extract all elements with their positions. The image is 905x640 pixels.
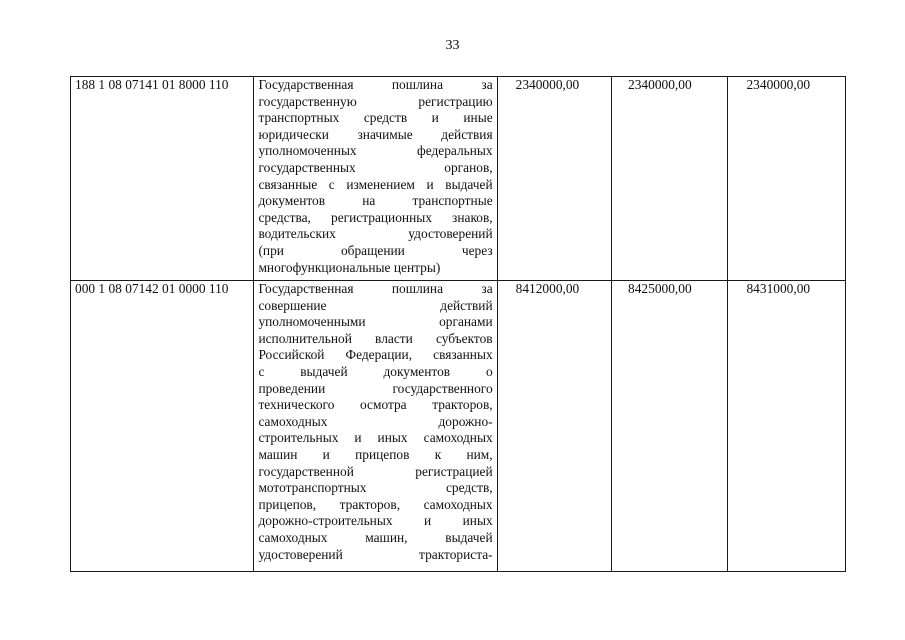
name-line: исполнительной власти субъектов (258, 330, 493, 346)
revenue-table (70, 76, 846, 572)
name-line: Российской Федерации, связанных (258, 347, 493, 363)
revenue-name-cell (254, 281, 497, 572)
name-line: государственных органов, (258, 159, 493, 175)
revenue-name-text (258, 77, 492, 276)
name-line: машин и прицепов к ним, (258, 446, 493, 462)
name-line: удостоверений тракториста- (258, 546, 493, 562)
name-line: государственную регистрацию (258, 93, 493, 109)
name-line: прицепов, тракторов, самоходных (258, 496, 493, 512)
name-line: уполномоченными органами (258, 314, 493, 330)
revenue-name-text (258, 281, 492, 563)
amount-year-3: 8431000,00 (728, 281, 846, 572)
budget-classification-code: 000 1 08 07142 01 0000 110 (71, 281, 254, 572)
budget-classification-code: 188 1 08 07141 01 8000 110 (71, 77, 254, 281)
name-line: многофункциональные центры) (258, 259, 441, 275)
name-line: проведении государственного (258, 380, 493, 396)
name-line: (при обращении через (258, 242, 493, 258)
name-line: совершение действий (258, 297, 493, 313)
name-line: связанные с изменением и выдачей (258, 176, 493, 192)
name-line: государственной регистрацией (258, 463, 493, 479)
amount-year-2: 2340000,00 (612, 77, 728, 281)
name-line: самоходных дорожно- (258, 413, 493, 429)
name-line: с выдачей документов о (258, 363, 493, 379)
amount-year-1: 8412000,00 (497, 281, 611, 572)
name-line: Государственная пошлина за (258, 281, 493, 296)
name-line: технического осмотра тракторов, (258, 397, 493, 413)
amount-year-1: 2340000,00 (497, 77, 611, 281)
table-row (71, 281, 846, 572)
page-number: 33 (445, 38, 460, 53)
name-line: самоходных машин, выдачей (258, 529, 493, 545)
name-line: водительских удостоверений (258, 226, 493, 242)
name-line: строительных и иных самоходных (258, 430, 493, 446)
name-line: Государственная пошлина за (258, 77, 493, 92)
amount-year-3: 2340000,00 (728, 77, 846, 281)
name-line: транспортных средств и иные (258, 110, 493, 126)
amount-year-2: 8425000,00 (612, 281, 728, 572)
name-line: мототранспортных средств, (258, 480, 493, 496)
name-line: юридически значимые действия (258, 126, 493, 142)
name-line: дорожно-строительных и иных (258, 513, 493, 529)
name-line: средства, регистрационных знаков, (258, 209, 493, 225)
name-line: уполномоченных федеральных (258, 143, 493, 159)
revenue-name-cell (254, 77, 497, 281)
table-row (71, 77, 846, 281)
name-line: документов на транспортные (258, 193, 493, 209)
